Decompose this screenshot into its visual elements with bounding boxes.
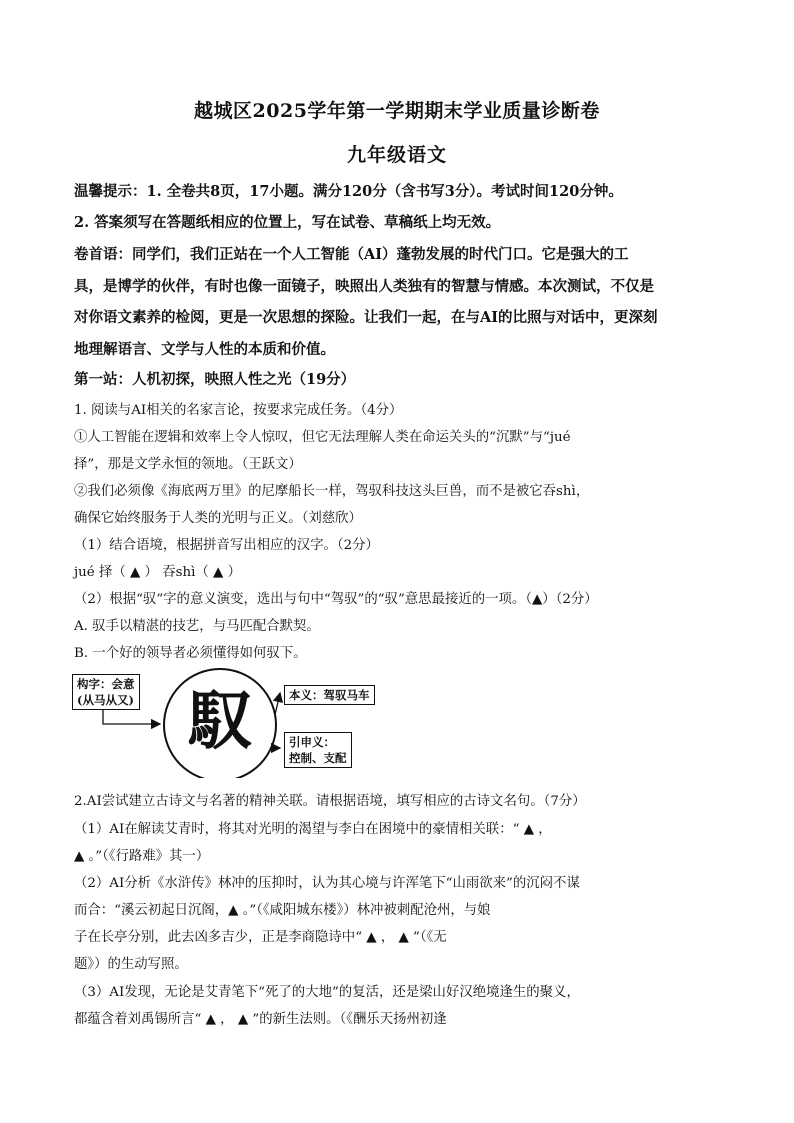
seal-glyph: 馭 (188, 684, 252, 759)
notice-line-1: 温馨提示：1. 全卷共8页，17小题。满分120分（含书写3分）。考试时间120分钟。 (74, 183, 623, 200)
preface-line-1: 卷首语：同学们，我们正站在一个人工智能（AI）蓬勃发展的时代门口。它是强大的工 (74, 246, 629, 263)
extended-meaning-box (284, 732, 352, 768)
exam-title: 越城区2025学年第一学期期末学业质量诊断卷 (194, 100, 600, 122)
exam-subtitle: 九年级语文 (346, 144, 447, 166)
q1-option-a: A. 驭手以精湛的技艺，与马匹配合默契。 (74, 619, 320, 634)
character-evolution-diagram (72, 668, 382, 778)
q1-sub2: （2）根据“驭”字的意义演变，选出与句中“驾驭”的“驭”意思最接近的一项。（▲）（2分） (74, 592, 598, 607)
q2-s3-line-1: （3）AI发现，无论是艾青笔下“死了的大地”的复活，还是梁山好汉绝境逢生的聚义， (74, 985, 580, 1000)
q2-s2-line-1: （2）AI分析《水浒传》林冲的压抑时，认为其心境与许浑笔下“山雨欲来”的沉闷不谋 (74, 876, 580, 891)
q1-sub1-answer: jué 择（ ▲ ） 吞shì（ ▲ ） (74, 565, 241, 580)
extended-value: 控制、支配 (289, 751, 347, 765)
q1-quote2-line-2: 确保它始终服务于人类的光明与正义。（刘慈欣） (74, 511, 362, 526)
q1-option-b: B. 一个好的领导者必须懂得如何驭下。 (74, 646, 307, 661)
q2-s3-line-2: 都蕴含着刘禹锡所言“ ▲ ， ▲ ”的新生法则。（《酬乐天扬州初逢 (74, 1012, 447, 1027)
notice-line-2: 2. 答案须写在答题纸相应的位置上，写在试卷、草稿纸上均无效。 (74, 214, 501, 231)
preface-line-4: 地理解语言、文学与人性的本质和价值。 (74, 341, 335, 358)
structure-label: 构字：会意 (77, 677, 135, 691)
preface-line-3: 对你语文素养的检阅，更是一次思想的探险。让我们一起，在与AI的比照与对话中，更深刻 (74, 309, 658, 326)
structure-sub: (从马从又) (77, 693, 134, 707)
q2-stem: 2.AI尝试建立古诗文与名著的精神关联。请根据语境，填写相应的古诗文名句。（7分） (74, 794, 586, 809)
preface-line-2: 具，是博学的伙伴，有时也像一面镜子，映照出人类独有的智慧与情感。本次测试，不仅是 (74, 278, 654, 295)
q1-sub1: （1）结合语境，根据拼音写出相应的汉字。（2分） (74, 538, 379, 553)
original-meaning-box: 本义：驾驭马车 (284, 685, 375, 705)
section-heading: 第一站：人机初探，映照人性之光（19分） (74, 371, 356, 388)
structure-box (72, 674, 140, 710)
q1-quote1-line-2: 择”，那是文学永恒的领地。（王跃文） (74, 457, 302, 472)
q1-quote1-line-1: ①人工智能在逻辑和效率上令人惊叹，但它无法理解人类在命运关头的“沉默”与“jué (74, 430, 571, 445)
q1-stem: 1. 阅读与AI相关的名家言论，按要求完成任务。（4分） (74, 403, 403, 418)
q2-s1-line-1: （1）AI在解读艾青时，将其对光明的渴望与李白在困境中的豪情相关联：“ ▲ ， (74, 822, 552, 837)
extended-label: 引申义： (289, 735, 335, 749)
q2-s2-line-4: 题》）的生动写照。 (74, 957, 188, 972)
q1-quote2-line-1: ②我们必须像《海底两万里》的尼摩船长一样，驾驭科技这头巨兽，而不是被它吞shì， (74, 484, 590, 499)
q2-s2-line-2: 而合：“溪云初起日沉阁，▲ 。”（《咸阳城东楼》）林冲被刺配沧州，与娘 (74, 903, 491, 918)
q2-s1-line-2: ▲ 。”（《行路难》其一） (74, 849, 210, 864)
q2-s2-line-3: 子在长亭分别，此去凶多吉少，正是李商隐诗中“ ▲ ， ▲ ”（《无 (74, 930, 447, 945)
